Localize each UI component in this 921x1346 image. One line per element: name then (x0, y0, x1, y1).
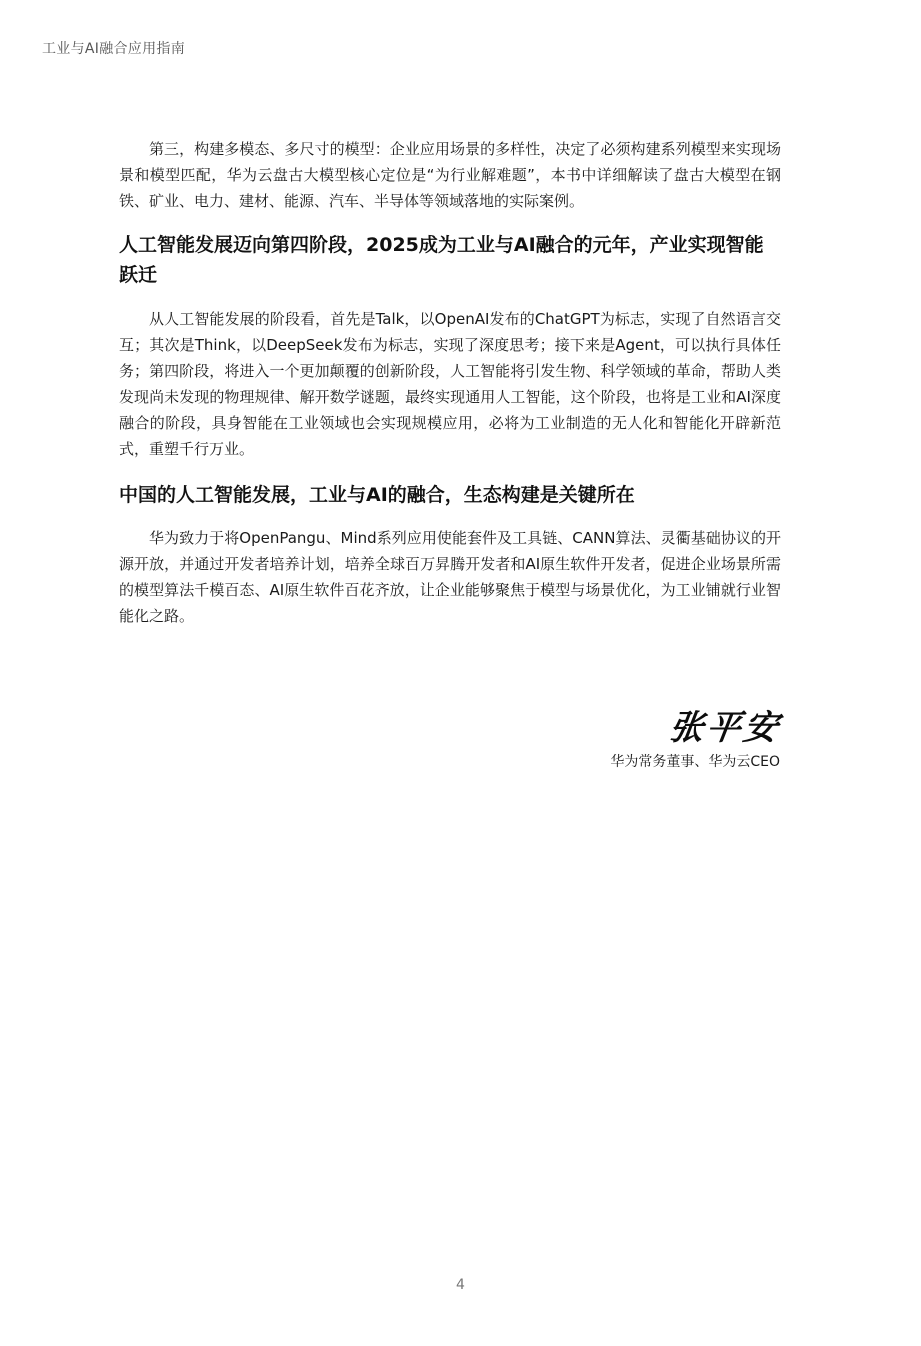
page-number: 4 (456, 1277, 465, 1293)
handwritten-signature: 张平安 (666, 708, 784, 748)
running-header-title: 工业与AI融合应用指南 (42, 41, 186, 57)
paragraph-open-source: 华为致力于将OpenPangu、Mind系列应用使能套件及工具链、CANN算法、灵衢基础协议的开源开放，并通过开发者培养计划，培养全球百万昇腾开发者和AI原生软件开发者，促进企业场景所需的模型算法千模百态、AI原生软件百花齐放，让企业能够聚焦于模型与场景优化，为工业铺就行业智能化之路。 (119, 529, 781, 625)
paragraph-multimodal-models: 第三，构建多模态、多尺寸的模型：企业应用场景的多样性，决定了必须构建系列模型来实现场景和模型匹配，华为云盘古大模型核心定位是“为行业解难题”，本书中详细解读了盘古大模型在钢铁、矿业、电力、建材、能源、汽车、半导体等领域落地的实际案例。 (119, 140, 781, 210)
heading-ecosystem: 中国的人工智能发展，工业与AI的融合，生态构建是关键所在 (119, 484, 635, 506)
paragraph-ai-stages: 从人工智能发展的阶段看，首先是Talk，以OpenAI发布的ChatGPT为标志，实现了自然语言交互；其次是Think，以DeepSeek发布为标志，实现了深度思考；接下来是Agent，可以执行具体任务；第四阶段，将进入一个更加颠覆的创新阶段，人工智能将引发生物、科学领域的革命，帮助人类发现尚未发现的物理规律、解开数学谜题，最终实现通用人工智能，这个阶段，也将是工业和AI深度融合的阶段，具身智能在工业领域也会实现规模应用，必将为工业制造的无人化和智能化开辟新范式，重塑千行万业。 (119, 310, 781, 458)
heading-fourth-stage: 人工智能发展迈向第四阶段，2025成为工业与AI融合的元年，产业实现智能跃迁 (119, 234, 764, 286)
document-body (119, 136, 781, 629)
signer-title: 华为常务董事、华为云CEO (610, 754, 780, 770)
